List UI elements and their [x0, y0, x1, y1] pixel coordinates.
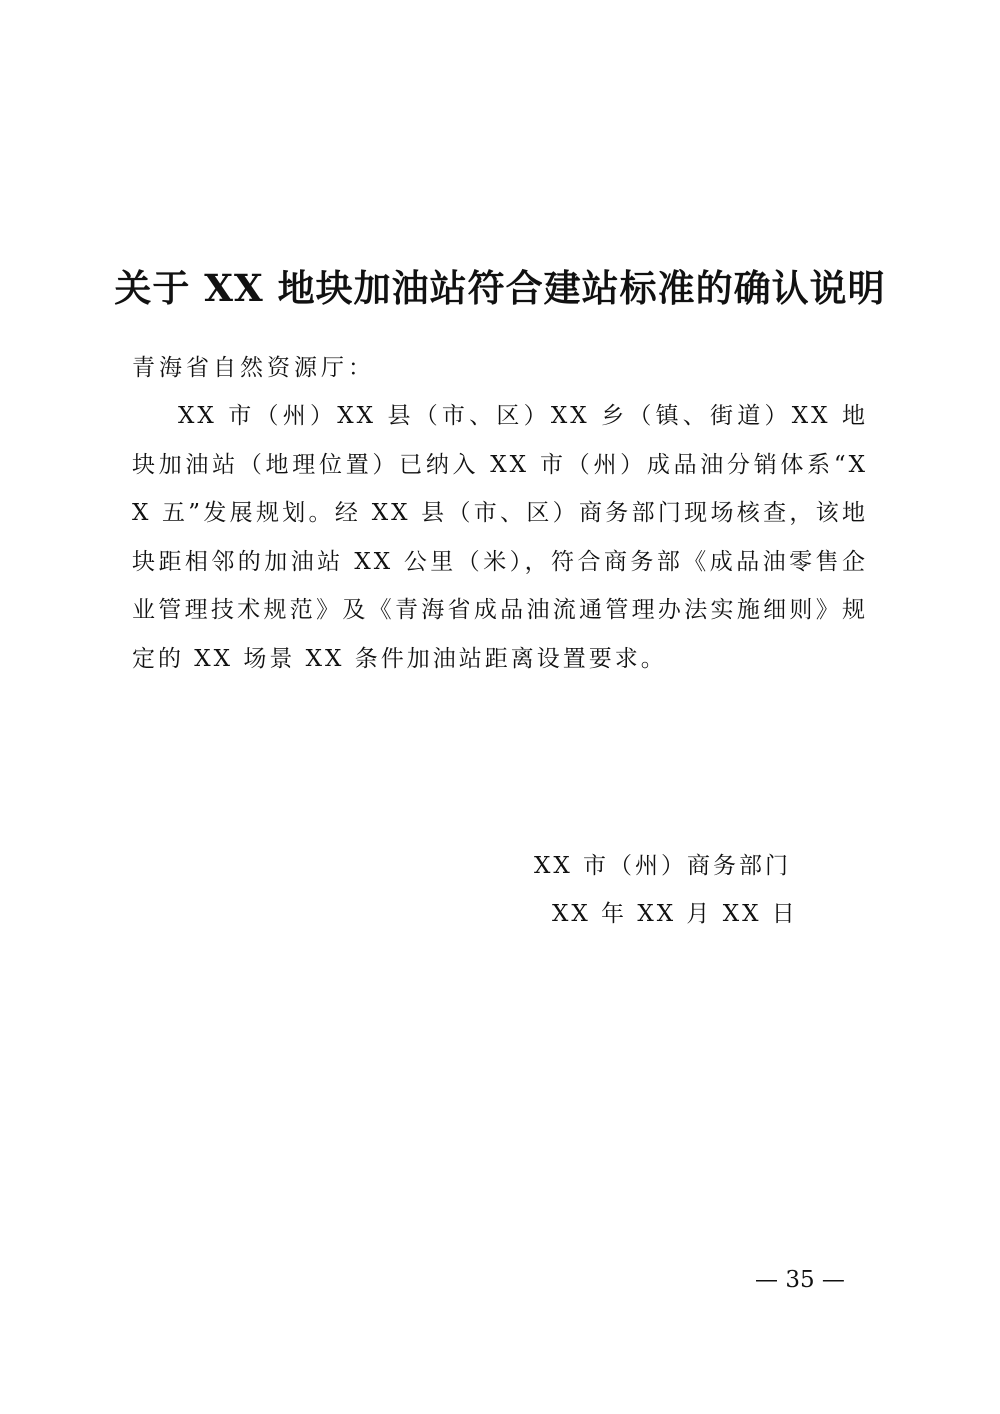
document-salutation: 青海省自然资源厅： — [132, 355, 375, 381]
signature-block — [534, 842, 834, 938]
signature-organization: XX 市（州）商务部门 — [534, 853, 792, 879]
signature-date: XX 年 XX 月 XX 日 — [552, 901, 798, 927]
document-title: 关于 XX 地块加油站符合建站标准的确认说明 — [114, 266, 886, 310]
page-number: — 35 — — [755, 1267, 845, 1293]
document-body-paragraph: XX 市（州）XX 县（市、区）XX 乡（镇、街道）XX 地块加油站（地理位置）已纳入 XX 市（州）成品油分销体系“XX 五”发展规划。经 XX 县（市、区）商务部门现场核查，该地块距相邻的加油站 XX 公里（米），符合商务部《成品油零售企业管理技术规范》及《青海省成品油流通管理办法实施细则》规定的 XX 场景 XX 条件加油站距离设置要求。 — [132, 403, 868, 672]
